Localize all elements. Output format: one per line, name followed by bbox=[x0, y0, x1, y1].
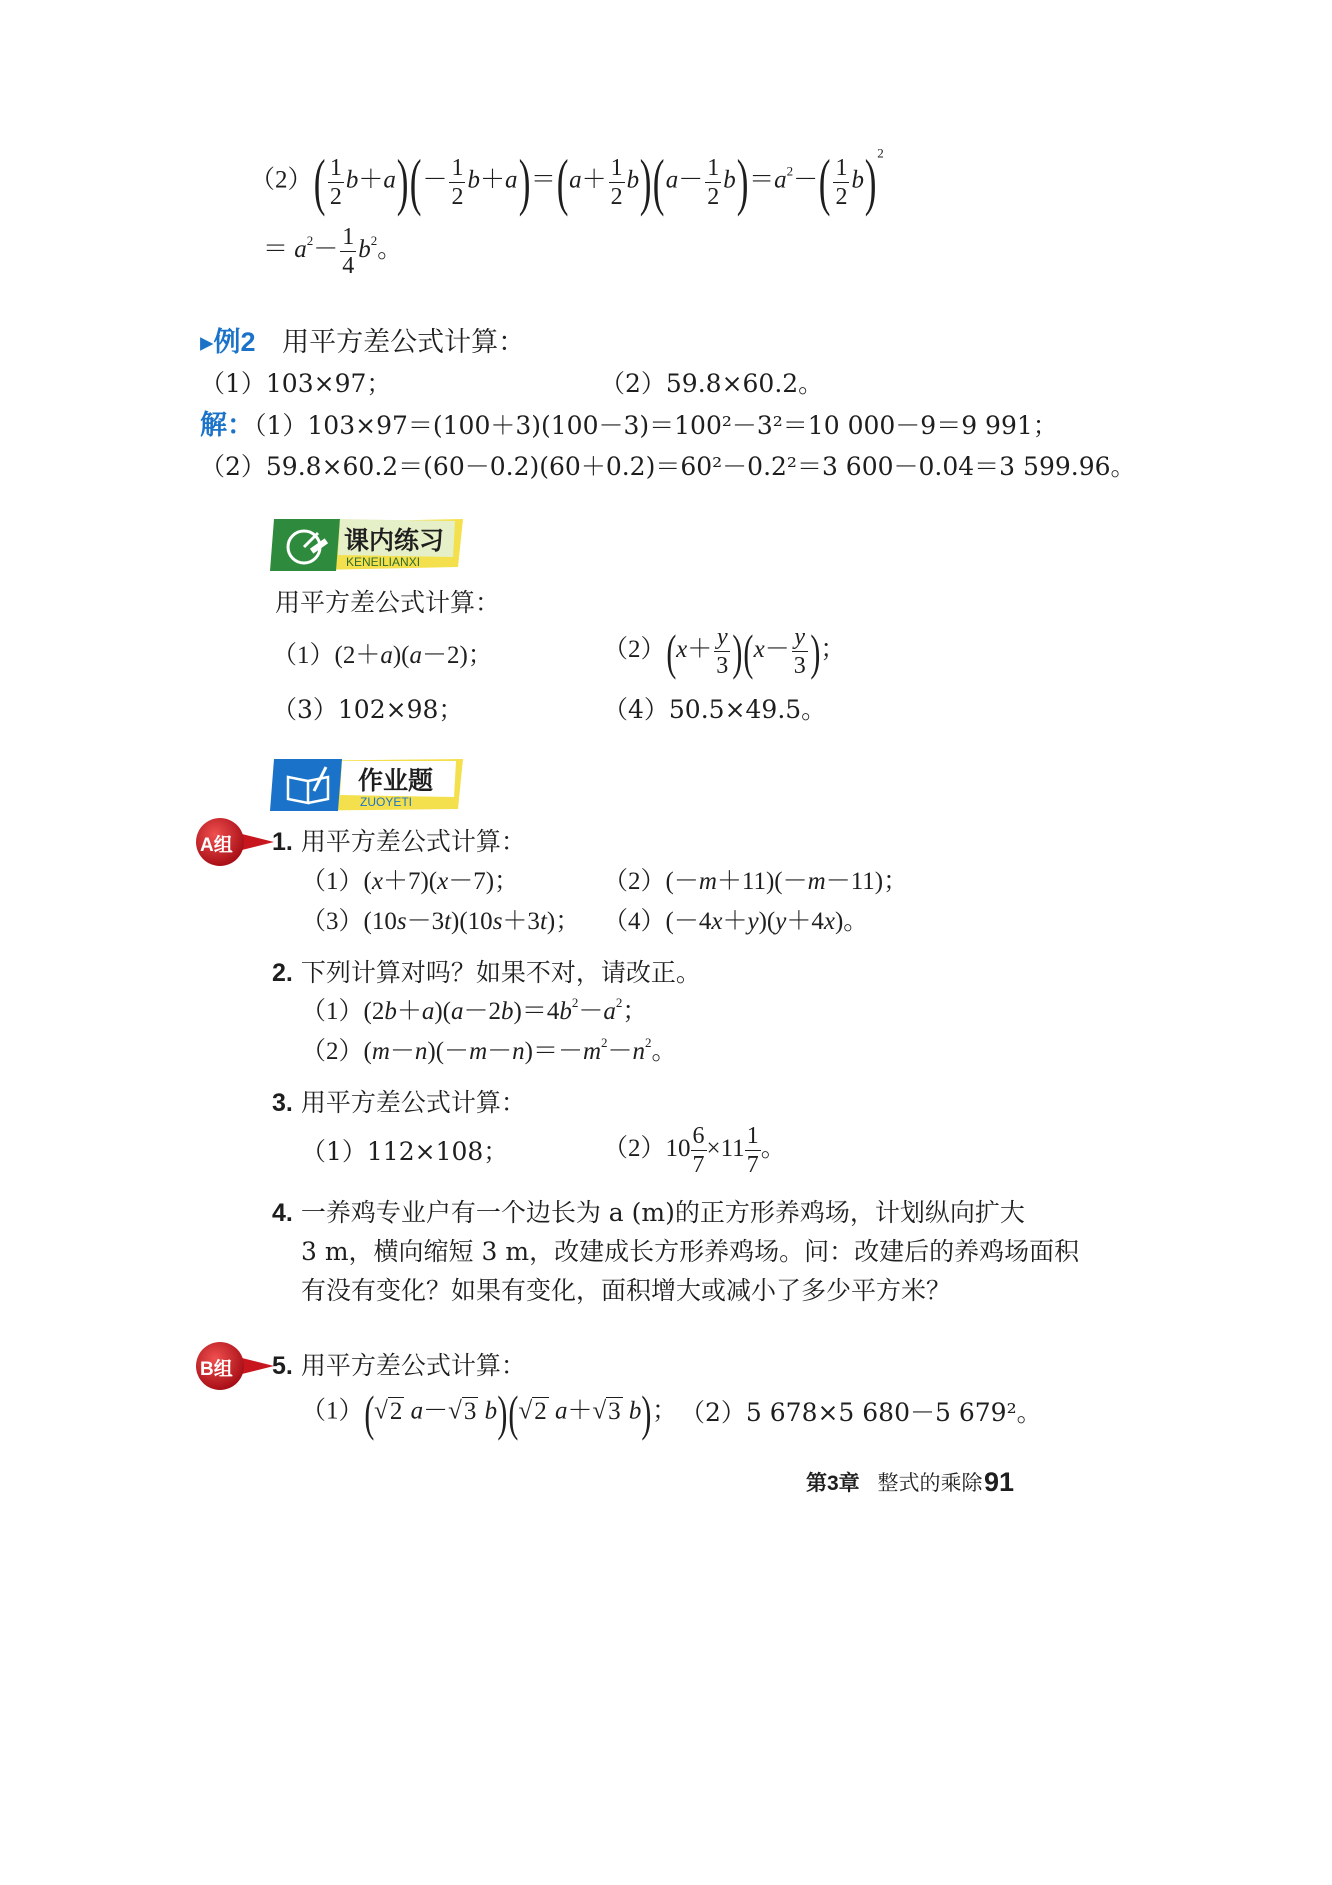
solution-label: 解： bbox=[200, 410, 254, 440]
problem-1-part-3: （3）(10s－3t)(10s＋3t)； bbox=[301, 908, 581, 935]
problem-3-number: 3. bbox=[272, 1089, 293, 1117]
problem-3-part-1: （1）112×108； bbox=[301, 1137, 509, 1166]
problem-4-number: 4. bbox=[272, 1199, 293, 1227]
problem-1-part-2: （2）(－m＋11)(－m－11)； bbox=[603, 868, 909, 895]
problem-5-number: 5. bbox=[272, 1352, 293, 1380]
practice-pinyin: KENEILIANXI bbox=[346, 555, 421, 569]
example2-heading bbox=[200, 326, 525, 359]
page-footer bbox=[806, 1470, 983, 1498]
problem-1-number: 1. bbox=[272, 828, 293, 856]
problem-4 bbox=[272, 1197, 1025, 1229]
problem-2 bbox=[272, 957, 701, 989]
group-a-badge bbox=[194, 818, 274, 868]
homework-title: 作业题 bbox=[358, 767, 434, 795]
group-b-badge bbox=[194, 1342, 274, 1392]
practice-title: 课内练习 bbox=[344, 527, 445, 555]
practice-question-4: （4）50.5×49.5。 bbox=[603, 695, 827, 724]
example2-solution-2: （2）59.8×60.2＝(60－0.2)(60＋0.2)＝60²－0.2²＝3 600－0.04＝3 599.96。 bbox=[200, 452, 1136, 481]
practice-question-1: （1）(2＋a)(a－2)； bbox=[272, 642, 493, 669]
problem-2-part-2: $(2)(m-n)(-m-n)=-m^2-n^2$。 bbox=[301, 1035, 677, 1065]
problem-3 bbox=[272, 1087, 526, 1119]
example2-question-2: （2）59.8×60.2。 bbox=[600, 369, 824, 398]
example2-solution-1: 解：（1）103×97＝(100＋3)(100－3)＝100²－3²＝10 000－9＝9 991； bbox=[200, 410, 1058, 440]
problem-2-text: 下列计算对吗？如果不对，请改正。 bbox=[300, 958, 701, 987]
problem-3-text: 用平方差公式计算： bbox=[300, 1088, 526, 1117]
practice-banner bbox=[270, 517, 465, 573]
chapter-title: 整式的乘除 bbox=[877, 1472, 983, 1495]
problem-5-part-2: （2）5 678×5 680－5 679²。 bbox=[680, 1398, 1042, 1427]
practice-question-2: （2）(x＋ $\frac{y}{3}$ )(x－ $\frac{y}{3}$ )； bbox=[603, 623, 846, 680]
problem-4-line-3: 有没有变化？如果有变化，面积增大或减小了多少平方米？ bbox=[301, 1276, 952, 1305]
protractor-icon bbox=[282, 523, 332, 567]
example2-question-1: （1）103×97； bbox=[200, 369, 392, 398]
problem-5-text: 用平方差公式计算： bbox=[300, 1351, 526, 1380]
problem-2-part-1: $(1)(2b+a)(a-2b)=4b^2-a^2$； bbox=[301, 995, 648, 1025]
practice-instruction: 用平方差公式计算： bbox=[275, 588, 501, 617]
book-pencil-icon bbox=[284, 763, 334, 807]
problem-1-text: 用平方差公式计算： bbox=[300, 827, 526, 856]
example1-part2-line2: ＝ $a^2-$ $\frac{1}{4}$ $b^2$。 bbox=[263, 224, 403, 279]
problem-1 bbox=[272, 826, 526, 858]
chapter-label: 第3章 bbox=[806, 1472, 860, 1495]
page-number: 91 bbox=[984, 1467, 1015, 1497]
example2-title: 用平方差公式计算： bbox=[282, 327, 526, 358]
problem-2-number: 2. bbox=[272, 959, 293, 987]
example1-part2-line1: （2）( $\frac{1}{2}$ b＋a)(－ $\frac{1}{2}$ b＋a)＝(a＋ $\frac{1}{2}$ b)(a－ $\frac{1}{2}$ $b)=a^2-$( $\frac{1}{2}$ b)$^2$ bbox=[250, 145, 884, 217]
group-b-label: B组 bbox=[200, 1359, 233, 1380]
example1-part2-label: （2） bbox=[250, 166, 313, 194]
problem-3-part-2: （2）10 $\frac{6}{7}$ ×11 $\frac{1}{7}$ 。 bbox=[603, 1123, 786, 1178]
problem-4-line-2: 3 m，横向缩短 3 m，改建成长方形养鸡场。问：改建后的养鸡场面积 bbox=[301, 1237, 1080, 1266]
problem-4-line-1: 一养鸡专业户有一个边长为 a (m)的正方形养鸡场，计划纵向扩大 bbox=[300, 1198, 1025, 1227]
homework-pinyin: ZUOYETI bbox=[360, 795, 413, 809]
problem-1-part-1: （1）(x＋7)(x－7)； bbox=[301, 868, 520, 895]
group-a-label: A组 bbox=[200, 835, 233, 856]
example2-marker: ▸例2 bbox=[200, 327, 256, 357]
problem-1-part-4: （4）(－4x＋y)(y＋4x)。 bbox=[603, 908, 869, 935]
practice-question-3: （3）102×98； bbox=[272, 695, 464, 724]
problem-5 bbox=[272, 1350, 526, 1382]
problem-5-part-1: （1）(√2 a－√3 b)(√2 a＋√3 b)； bbox=[301, 1385, 678, 1441]
homework-banner bbox=[270, 757, 465, 813]
